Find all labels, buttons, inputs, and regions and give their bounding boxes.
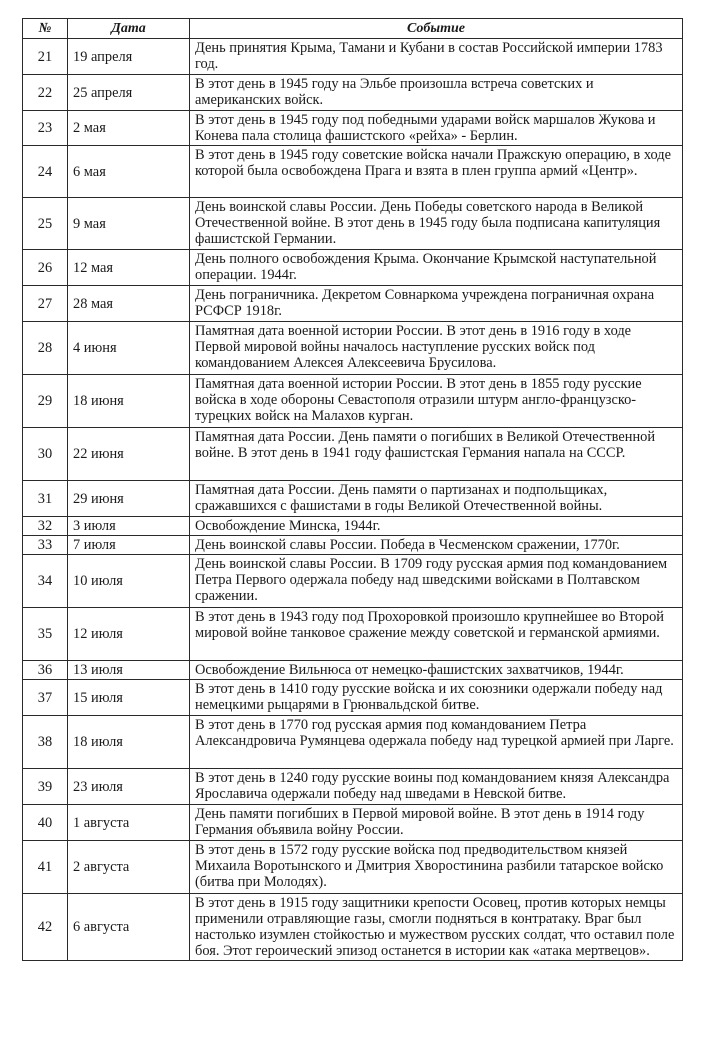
row-date: 12 июля [68,608,190,661]
table-row [23,841,683,894]
row-event: Освобождение Минска, 1944г. [190,517,683,536]
table-row [23,286,683,322]
row-date: 3 июля [68,517,190,536]
row-number: 39 [23,769,68,805]
row-event: День пограничника. Декретом Совнаркома учреждена пограничная охрана РСФСР 1918г. [190,286,683,322]
table-row [23,555,683,608]
row-number: 38 [23,716,68,769]
row-number: 23 [23,111,68,146]
row-number: 22 [23,75,68,111]
row-date: 6 мая [68,146,190,198]
row-event: Памятная дата военной истории России. В этот день в 1855 году русские войска в ходе обороны Севастополя отразили штурм англо-французско-турецких войск на Малахов курган. [190,375,683,428]
row-number: 25 [23,198,68,250]
row-event: День воинской славы России. День Победы советского народа в Великой Отечественной войне. В этот день в 1945 году была подписана капитуляция фашистской Германии. [190,198,683,250]
table-row [23,111,683,146]
row-date: 4 июня [68,322,190,375]
row-date: 1 августа [68,805,190,841]
row-date: 19 апреля [68,39,190,75]
row-date: 23 июля [68,769,190,805]
table-row [23,39,683,75]
row-number: 36 [23,661,68,680]
row-event: День принятия Крыма, Тамани и Кубани в состав Российской империи 1783 год. [190,39,683,75]
table-row [23,608,683,661]
row-event: В этот день в 1240 году русские воины под командованием князя Александра Ярославича одержали победу над шведами в Невской битве. [190,769,683,805]
table-row [23,146,683,198]
row-event: Памятная дата военной истории России. В этот день в 1916 году в ходе Первой мировой войны началось наступление русских войск под командованием Алексея Алексеевича Брусилова. [190,322,683,375]
table-row [23,716,683,769]
table-row [23,517,683,536]
table-header-row [23,19,683,39]
events-table [22,18,683,961]
header-event: Событие [190,19,683,39]
row-date: 10 июля [68,555,190,608]
header-date: Дата [68,19,190,39]
table-row [23,322,683,375]
row-event: Памятная дата России. День памяти о партизанах и подпольщиках, сражавшихся с фашистами в годы Великой Отечественной войны. [190,481,683,517]
row-date: 6 августа [68,894,190,961]
table-row [23,805,683,841]
row-event: В этот день в 1945 году советские войска начали Пражскую операцию, в ходе которой была освобождена Прага и взята в плен группа армий «Центр». [190,146,683,198]
row-date: 18 июня [68,375,190,428]
row-number: 24 [23,146,68,198]
table-row [23,536,683,555]
row-number: 31 [23,481,68,517]
row-event: В этот день в 1572 году русские войска под предводительством князей Михаила Воротынского и Дмитрия Хворостинина разбили татарское войско (битва при Молодях). [190,841,683,894]
row-event: День воинской славы России. Победа в Чесменском сражении, 1770г. [190,536,683,555]
row-event: Освобождение Вильнюса от немецко-фашистских захватчиков, 1944г. [190,661,683,680]
row-event: В этот день в 1945 году под победными ударами войск маршалов Жукова и Конева пала столица фашистского «рейха» - Берлин. [190,111,683,146]
row-number: 37 [23,680,68,716]
row-number: 21 [23,39,68,75]
row-event: В этот день в 1945 году на Эльбе произошла встреча советских и американских войск. [190,75,683,111]
row-date: 15 июля [68,680,190,716]
table-row [23,375,683,428]
header-number: № [23,19,68,39]
row-number: 34 [23,555,68,608]
row-number: 30 [23,428,68,481]
row-number: 35 [23,608,68,661]
row-event: День полного освобождения Крыма. Окончание Крымской наступательной операции. 1944г. [190,250,683,286]
row-date: 12 мая [68,250,190,286]
row-number: 33 [23,536,68,555]
table-row [23,428,683,481]
row-number: 28 [23,322,68,375]
table-row [23,661,683,680]
row-event: В этот день в 1410 году русские войска и их союзники одержали победу над немецкими рыцарями в Грюнвальдской битве. [190,680,683,716]
table-row [23,250,683,286]
row-number: 41 [23,841,68,894]
row-date: 2 мая [68,111,190,146]
row-event: Памятная дата России. День памяти о погибших в Великой Отечественной войне. В этот день в 1941 году фашистская Германия напала на СССР. [190,428,683,481]
row-event: В этот день в 1770 год русская армия под командованием Петра Александровича Румянцева одержала победу над турецкой армией при Ларге. [190,716,683,769]
row-event: День воинской славы России. В 1709 году русская армия под командованием Петра Первого одержала победу над шведскими войсками в Полтавском сражении. [190,555,683,608]
table-row [23,680,683,716]
row-number: 32 [23,517,68,536]
table-row [23,481,683,517]
row-number: 26 [23,250,68,286]
row-date: 13 июля [68,661,190,680]
row-number: 42 [23,894,68,961]
table-row [23,198,683,250]
table-row [23,75,683,111]
table-row [23,894,683,961]
row-date: 22 июня [68,428,190,481]
row-event: В этот день в 1915 году защитники крепости Осовец, против которых немцы применили отравляющие газы, смогли подняться в контратаку. Враг был настолько изумлен стойкостью и мужеством русских солдат, что оставил поле боя. Этот героический эпизод останется в истории как «атака мертвецов». [190,894,683,961]
row-date: 28 мая [68,286,190,322]
row-number: 40 [23,805,68,841]
table-row [23,769,683,805]
row-date: 25 апреля [68,75,190,111]
row-date: 9 мая [68,198,190,250]
row-date: 2 августа [68,841,190,894]
row-date: 29 июня [68,481,190,517]
row-number: 27 [23,286,68,322]
row-event: День памяти погибших в Первой мировой войне. В этот день в 1914 году Германия объявила войну России. [190,805,683,841]
events-document [22,18,682,961]
row-number: 29 [23,375,68,428]
row-date: 7 июля [68,536,190,555]
row-event: В этот день в 1943 году под Прохоровкой произошло крупнейшее во Второй мировой войне танковое сражение между советской и германской армиями. [190,608,683,661]
row-date: 18 июля [68,716,190,769]
